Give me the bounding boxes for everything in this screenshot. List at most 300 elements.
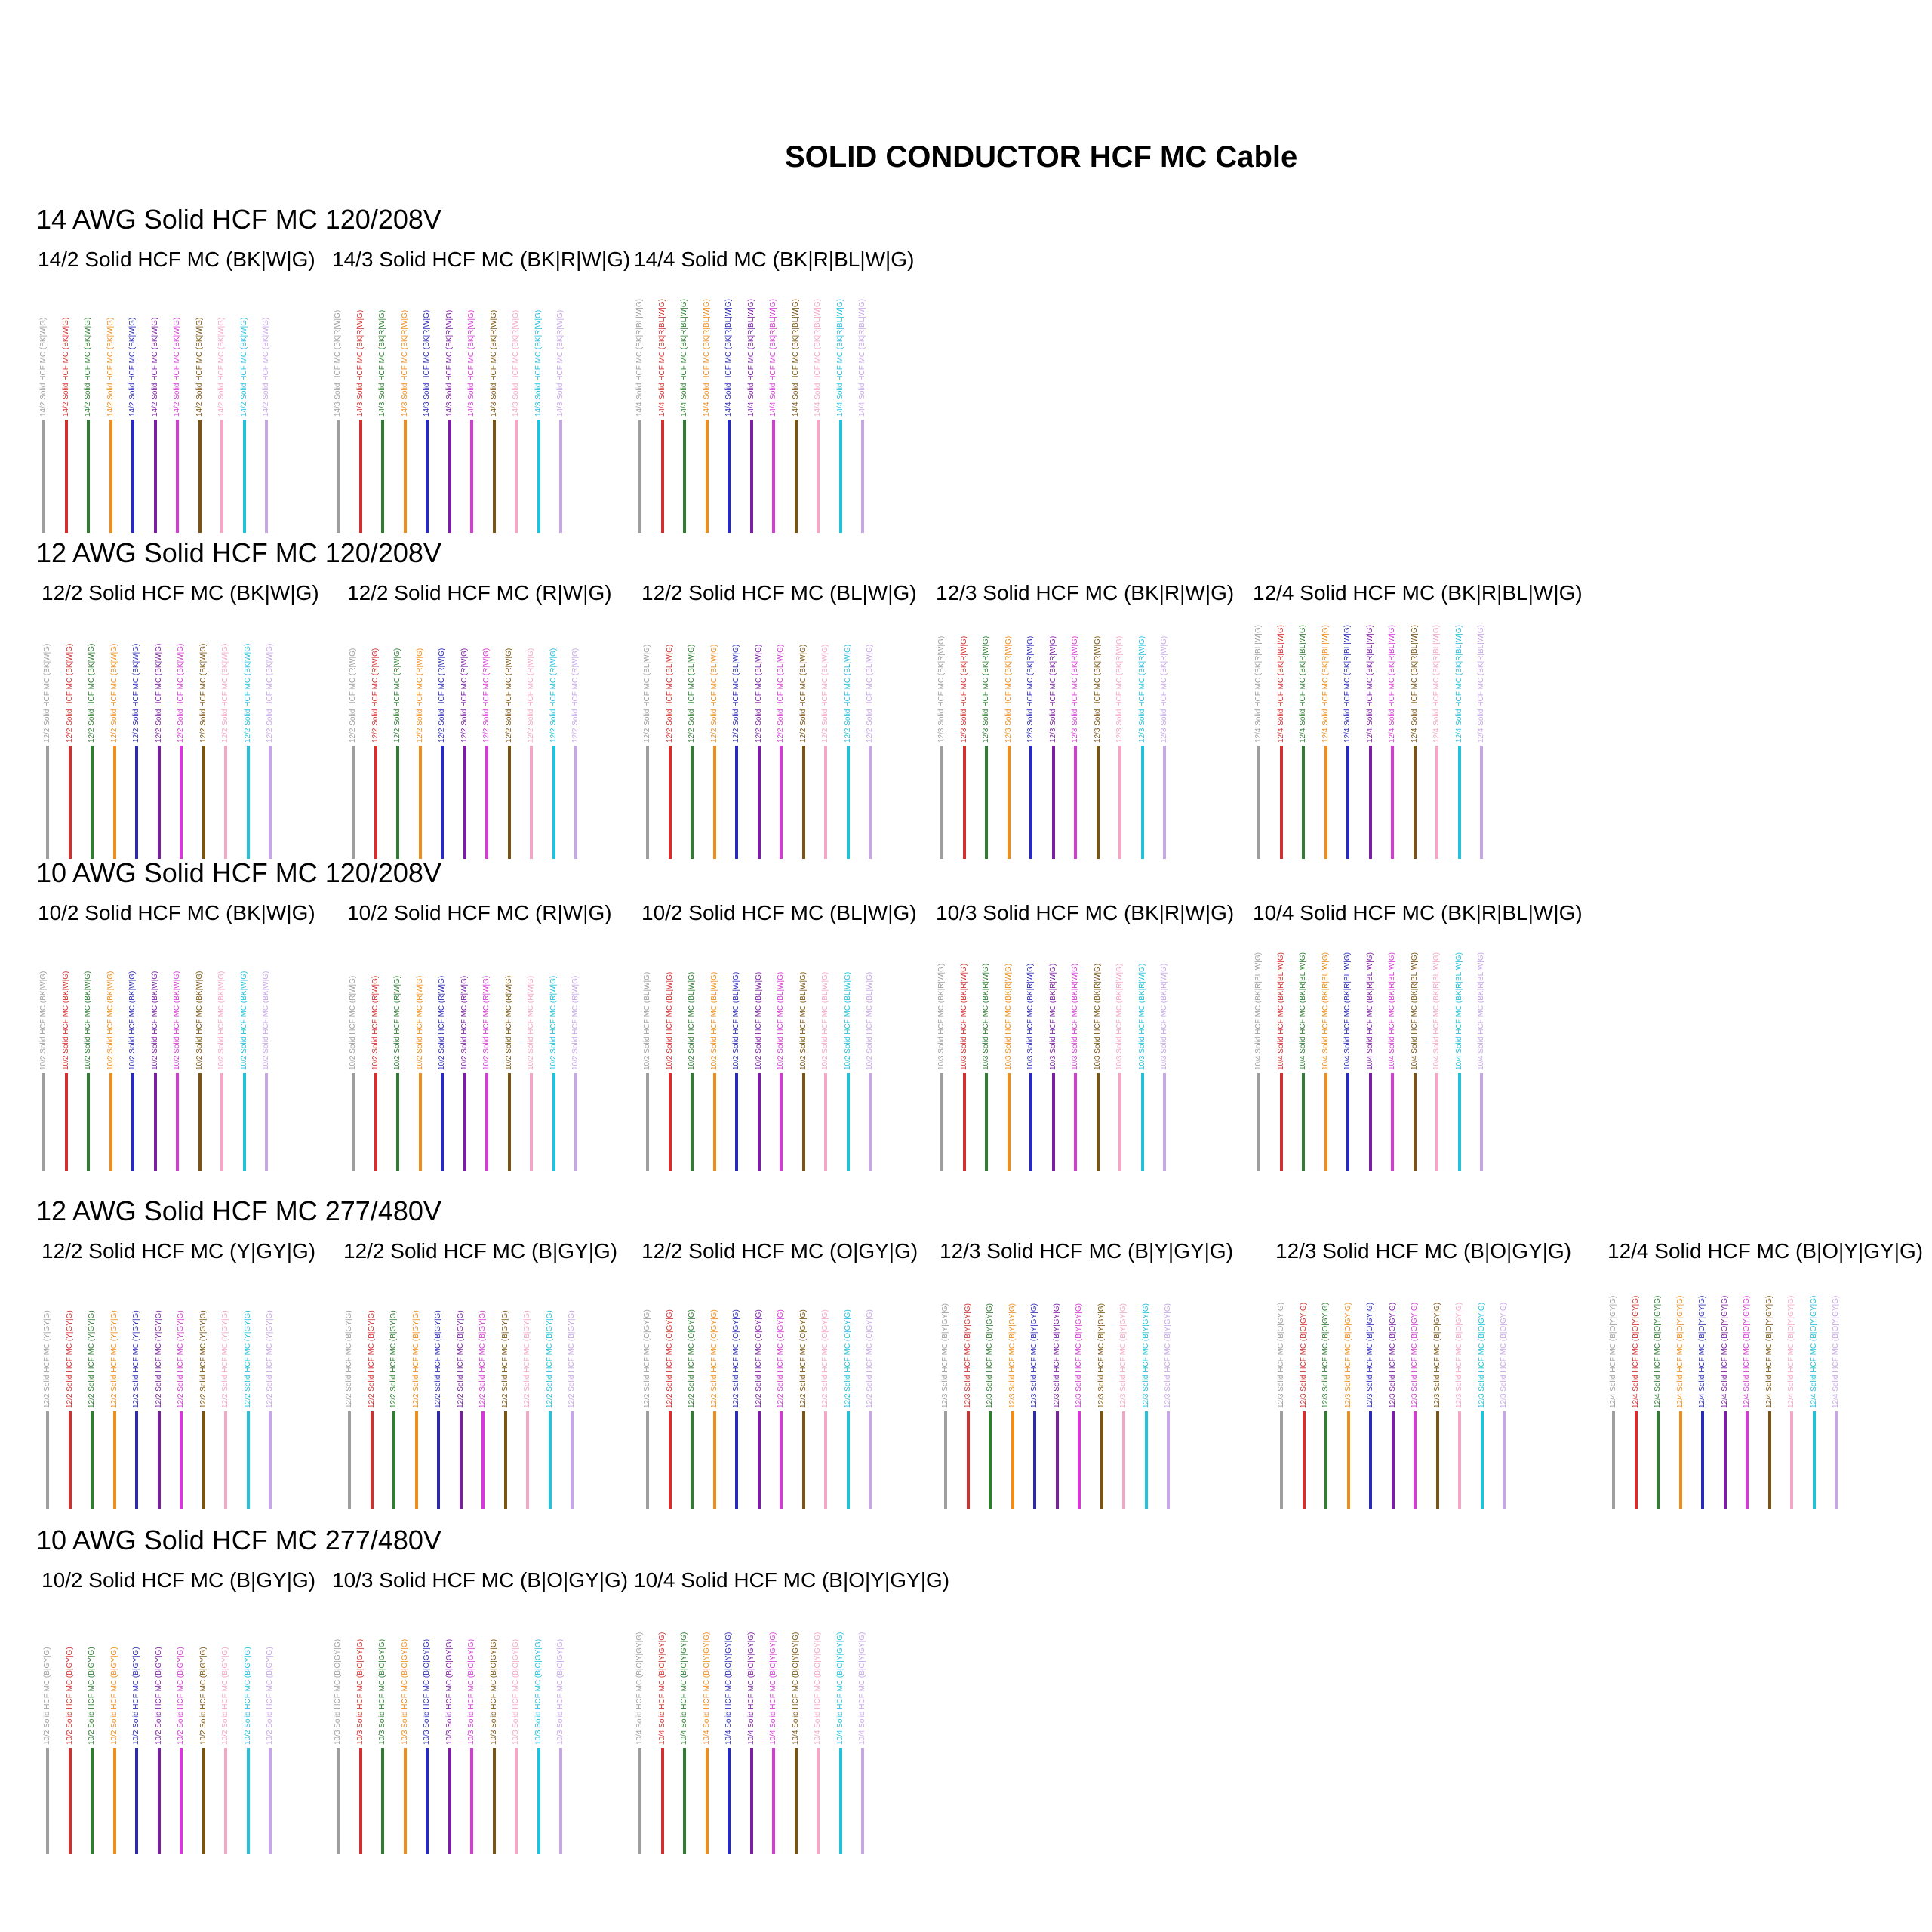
wire-label: 14/2 Solid HCF MC (BK|W|G): [239, 317, 248, 417]
wire-line: [795, 1748, 798, 1854]
wire-label: 12/2 Solid HCF MC (BK|W|G): [43, 643, 51, 743]
wire-line: [1391, 746, 1394, 859]
wire-line: [87, 1073, 90, 1171]
wire-line: [526, 1411, 529, 1509]
wire-line: [158, 746, 161, 859]
wire-line: [1835, 1411, 1838, 1509]
wire-line: [646, 1073, 649, 1171]
wire-line: [485, 1073, 488, 1171]
wire-label: 12/2 Solid HCF MC (Y|GY|G): [65, 1310, 74, 1408]
wire-line: [1280, 746, 1283, 859]
wire-line: [802, 746, 805, 859]
wire-label: 12/4 Solid HCF MC (B|O|Y|GY|G): [1787, 1295, 1795, 1408]
wire-line: [69, 1748, 72, 1854]
wire-line: [359, 420, 362, 533]
wire-label: 12/3 Solid HCF MC (B|O|GY|G): [1411, 1302, 1419, 1408]
wire-label: 12/2 Solid HCF MC (R|W|G): [571, 648, 580, 743]
wire-line: [176, 420, 179, 533]
cable-group-label: 12/2 Solid HCF MC (R|W|G): [347, 581, 612, 605]
wire-label: 10/2 Solid HCF MC (BL|W|G): [709, 971, 718, 1070]
wire-line: [154, 1073, 157, 1171]
wire-label: 10/4 Solid HCF MC (B|O|Y|GY|G): [769, 1632, 777, 1745]
wire-line: [772, 1748, 775, 1854]
cable-group: [1275, 1239, 1572, 1408]
wire-label: 12/2 Solid HCF MC (O|GY|G): [754, 1309, 763, 1408]
wire-line: [713, 746, 716, 859]
page-title: SOLID CONDUCTOR HCF MC Cable: [785, 140, 1298, 174]
wire-line: [463, 1073, 466, 1171]
wire-line: [1369, 1411, 1372, 1509]
wire-line: [537, 420, 540, 533]
wire-line: [419, 746, 422, 859]
wire-line: [198, 420, 202, 533]
wire-label: 12/4 Solid HCF MC (BK|R|BL|W|G): [1343, 625, 1352, 743]
wire-label: 10/4 Solid HCF MC (BK|R|BL|W|G): [1388, 952, 1396, 1070]
wire-line: [824, 1411, 827, 1509]
wire-label: 10/2 Solid HCF MC (B|GY|G): [221, 1647, 229, 1745]
wire-label: 10/3 Solid HCF MC (BK|R|W|G): [1004, 963, 1013, 1070]
wire-line: [415, 1411, 418, 1509]
wire-label: 12/2 Solid HCF MC (R|W|G): [504, 648, 513, 743]
wire-label: 10/2 Solid HCF MC (B|GY|G): [154, 1647, 163, 1745]
wire-line: [1768, 1411, 1771, 1509]
wire-line: [839, 420, 842, 533]
wire-line: [735, 746, 738, 859]
wire-line: [1033, 1411, 1036, 1509]
cable-group-label: 12/3 Solid HCF MC (B|Y|GY|G): [940, 1239, 1234, 1263]
section-title: 12 AWG Solid HCF MC 120/208V: [36, 537, 441, 568]
wire-label: 12/4 Solid HCF MC (B|O|Y|GY|G): [1609, 1295, 1617, 1408]
wire-line: [504, 1411, 507, 1509]
wire-label: 12/2 Solid HCF MC (R|W|G): [349, 648, 357, 743]
wire-line: [758, 1411, 761, 1509]
wire-line: [1458, 746, 1461, 859]
wire-label: 10/3 Solid HCF MC (B|O|GY|G): [512, 1638, 520, 1745]
wire-label: 10/2 Solid HCF MC (BK|W|G): [239, 971, 248, 1070]
wire-label: 14/4 Solid HCF MC (BK|R|BL|W|G): [814, 299, 822, 417]
wire-label: 10/4 Solid HCF MC (B|O|Y|GY|G): [835, 1632, 844, 1745]
cable-group-label: 12/2 Solid HCF MC (O|GY|G): [641, 1239, 918, 1263]
wire-label: 10/2 Solid HCF MC (BK|W|G): [150, 971, 159, 1070]
wire-label: 14/3 Solid HCF MC (BK|R|W|G): [334, 309, 342, 417]
wire-line: [713, 1411, 716, 1509]
wire-label: 12/2 Solid HCF MC (BK|W|G): [221, 643, 229, 743]
cable-group-label: 10/2 Solid HCF MC (BL|W|G): [641, 901, 917, 924]
wire-line: [1657, 1411, 1660, 1509]
wire-line: [135, 1748, 138, 1854]
wire-label: 10/3 Solid HCF MC (B|O|GY|G): [400, 1638, 409, 1745]
wire-label: 12/2 Solid HCF MC (BL|W|G): [866, 644, 874, 743]
wire-label: 12/2 Solid HCF MC (O|GY|G): [821, 1309, 829, 1408]
wire-label: 12/2 Solid HCF MC (BK|W|G): [177, 643, 185, 743]
wire-label: 12/3 Solid HCF MC (B|O|GY|G): [1388, 1302, 1397, 1408]
wire-line: [1280, 1411, 1283, 1509]
wire-line: [337, 1748, 340, 1854]
wire-line: [646, 1411, 649, 1509]
wire-line: [135, 1411, 138, 1509]
cable-group-label: 10/3 Solid HCF MC (BK|R|W|G): [936, 901, 1235, 924]
wire-label: 14/3 Solid HCF MC (BK|R|W|G): [534, 309, 543, 417]
cable-group: [42, 581, 319, 743]
wire-label: 10/2 Solid HCF MC (BK|W|G): [39, 971, 48, 1070]
wire-label: 14/3 Solid HCF MC (BK|R|W|G): [556, 309, 565, 417]
wire-label: 14/4 Solid HCF MC (BK|R|BL|W|G): [858, 299, 866, 417]
wire-label: 10/2 Solid HCF MC (R|W|G): [527, 975, 535, 1070]
wire-label: 10/3 Solid HCF MC (B|O|GY|G): [355, 1638, 365, 1745]
wire-line: [1369, 746, 1372, 859]
wire-line: [1097, 1073, 1100, 1171]
wire-line: [1480, 746, 1483, 859]
wire-label: 12/3 Solid HCF MC (B|O|GY|G): [1321, 1302, 1330, 1408]
wire-label: 10/2 Solid HCF MC (B|GY|G): [65, 1647, 74, 1745]
wire-label: 10/4 Solid HCF MC (B|O|Y|GY|G): [746, 1632, 755, 1745]
wire-line: [381, 1748, 384, 1854]
wire-line: [1503, 1411, 1506, 1509]
cable-group-label: 10/2 Solid HCF MC (B|GY|G): [42, 1568, 316, 1592]
wire-label: 10/3 Solid HCF MC (BK|R|W|G): [1048, 963, 1057, 1070]
wire-label: 10/2 Solid HCF MC (R|W|G): [571, 975, 580, 1070]
wire-line: [113, 1411, 116, 1509]
wire-label: 10/4 Solid HCF MC (B|O|Y|GY|G): [680, 1632, 688, 1745]
wire-label: 12/2 Solid HCF MC (Y|GY|G): [109, 1310, 118, 1408]
wire-line: [1679, 1411, 1682, 1509]
wire-label: 12/3 Solid HCF MC (BK|R|W|G): [1093, 635, 1102, 743]
wire-label: 12/2 Solid HCF MC (BK|W|G): [198, 643, 208, 743]
wire-label: 14/2 Solid HCF MC (BK|W|G): [262, 317, 270, 417]
wire-label: 12/4 Solid HCF MC (BK|R|BL|W|G): [1477, 625, 1485, 743]
wire-line: [1122, 1411, 1125, 1509]
wire-label: 10/2 Solid HCF MC (R|W|G): [482, 975, 491, 1070]
wire-line: [247, 746, 250, 859]
wire-line: [1052, 746, 1055, 859]
wire-label: 12/2 Solid HCF MC (B|GY|G): [478, 1310, 487, 1408]
cable-group: [332, 1568, 629, 1745]
wire-label: 12/3 Solid HCF MC (B|O|GY|G): [1299, 1302, 1308, 1408]
wire-line: [247, 1411, 250, 1509]
wire-label: 10/4 Solid HCF MC (B|O|Y|GY|G): [858, 1632, 866, 1745]
wire-label: 12/4 Solid HCF MC (BK|R|BL|W|G): [1432, 625, 1441, 743]
wire-line: [1724, 1411, 1727, 1509]
wire-label: 10/4 Solid HCF MC (BK|R|BL|W|G): [1343, 952, 1352, 1070]
wire-line: [1391, 1073, 1394, 1171]
wire-line: [1029, 746, 1032, 859]
cable-group: [343, 1239, 618, 1408]
wire-label: 14/2 Solid HCF MC (BK|W|G): [173, 317, 181, 417]
wire-line: [493, 420, 496, 533]
wire-line: [963, 746, 966, 859]
cable-group: [1253, 581, 1583, 743]
wire-label: 12/2 Solid HCF MC (Y|GY|G): [132, 1310, 140, 1408]
wire-line: [683, 420, 686, 533]
wire-label: 12/4 Solid HCF MC (BK|R|BL|W|G): [1454, 625, 1463, 743]
wire-line: [638, 1748, 641, 1854]
wire-line: [180, 746, 183, 859]
wire-line: [437, 1411, 440, 1509]
wire-label: 12/2 Solid HCF MC (B|GY|G): [568, 1310, 576, 1408]
wire-line: [463, 746, 466, 859]
wire-line: [352, 1073, 355, 1171]
wire-line: [824, 746, 827, 859]
wire-label: 10/2 Solid HCF MC (BL|W|G): [665, 971, 674, 1070]
wire-label: 10/4 Solid HCF MC (BK|R|BL|W|G): [1299, 952, 1307, 1070]
wire-line: [1029, 1073, 1032, 1171]
wire-label: 14/4 Solid HCF MC (BK|R|BL|W|G): [702, 299, 711, 417]
wire-label: 12/3 Solid HCF MC (B|Y|GY|G): [1030, 1303, 1038, 1408]
wire-line: [46, 1411, 49, 1509]
wire-label: 14/2 Solid HCF MC (BK|W|G): [195, 317, 204, 417]
wire-line: [381, 420, 384, 533]
cable-group: [936, 901, 1235, 1070]
wire-label: 12/4 Solid HCF MC (B|O|Y|GY|G): [1809, 1295, 1818, 1408]
wire-label: 12/4 Solid HCF MC (BK|R|BL|W|G): [1276, 625, 1285, 743]
wire-label: 14/4 Solid HCF MC (BK|R|BL|W|G): [657, 299, 666, 417]
wire-line: [202, 746, 205, 859]
wire-line: [638, 420, 641, 533]
wire-line: [392, 1411, 395, 1509]
wire-line: [758, 746, 761, 859]
wire-label: 10/2 Solid HCF MC (B|GY|G): [266, 1647, 274, 1745]
wire-line: [728, 420, 731, 533]
wire-line: [374, 1073, 377, 1171]
cable-group-label: 14/2 Solid HCF MC (BK|W|G): [38, 248, 315, 271]
wire-label: 14/3 Solid HCF MC (BK|R|W|G): [400, 309, 409, 417]
wire-label: 14/3 Solid HCF MC (BK|R|W|G): [512, 309, 520, 417]
wire-label: 14/2 Solid HCF MC (BK|W|G): [128, 317, 137, 417]
wire-line: [176, 1073, 179, 1171]
cable-group: [634, 248, 915, 417]
wire-label: 10/2 Solid HCF MC (BL|W|G): [732, 971, 740, 1070]
wire-label: 12/3 Solid HCF MC (B|Y|GY|G): [1097, 1303, 1106, 1408]
wire-label: 10/2 Solid HCF MC (BK|W|G): [106, 971, 115, 1070]
cable-group-label: 12/2 Solid HCF MC (BK|W|G): [42, 581, 319, 605]
wire-line: [735, 1411, 738, 1509]
wire-label: 12/3 Solid HCF MC (BK|R|W|G): [1026, 635, 1035, 743]
wire-line: [552, 1073, 555, 1171]
cable-group-label: 12/2 Solid HCF MC (Y|GY|G): [42, 1239, 316, 1263]
wire-line: [448, 1748, 451, 1854]
wire-label: 14/4 Solid HCF MC (BK|R|BL|W|G): [724, 299, 733, 417]
wire-line: [661, 1748, 664, 1854]
wire-label: 12/2 Solid HCF MC (Y|GY|G): [88, 1310, 96, 1408]
wire-label: 12/3 Solid HCF MC (BK|R|W|G): [937, 635, 946, 743]
wire-line: [1435, 746, 1438, 859]
wire-line: [396, 1073, 399, 1171]
wire-label: 12/2 Solid HCF MC (Y|GY|G): [266, 1310, 274, 1408]
wire-label: 10/3 Solid HCF MC (B|O|GY|G): [489, 1638, 498, 1745]
wire-line: [750, 420, 753, 533]
cable-group-label: 14/3 Solid HCF MC (BK|R|W|G): [332, 248, 631, 271]
wire-line: [1347, 1411, 1350, 1509]
wire-line: [109, 420, 112, 533]
wire-line: [69, 746, 72, 859]
wire-line: [772, 420, 775, 533]
wire-label: 12/2 Solid HCF MC (BK|W|G): [132, 643, 140, 743]
wire-label: 12/2 Solid HCF MC (R|W|G): [393, 648, 401, 743]
wire-label: 10/2 Solid HCF MC (B|GY|G): [177, 1647, 185, 1745]
wire-label: 14/3 Solid HCF MC (BK|R|W|G): [489, 309, 498, 417]
wire-label: 10/2 Solid HCF MC (BL|W|G): [798, 971, 808, 1070]
wire-line: [940, 1073, 943, 1171]
wire-line: [448, 420, 451, 533]
wire-line: [1100, 1411, 1103, 1509]
wire-label: 14/2 Solid HCF MC (BK|W|G): [39, 317, 48, 417]
wire-label: 10/2 Solid HCF MC (B|GY|G): [88, 1647, 96, 1745]
wire-line: [1141, 746, 1144, 859]
wire-label: 12/2 Solid HCF MC (BL|W|G): [709, 644, 718, 743]
section-title: 10 AWG Solid HCF MC 277/480V: [36, 1524, 441, 1555]
wire-line: [669, 746, 672, 859]
wire-line: [669, 1073, 672, 1171]
wire-label: 12/2 Solid HCF MC (BK|W|G): [154, 643, 163, 743]
wire-label: 14/2 Solid HCF MC (BK|W|G): [150, 317, 159, 417]
wire-label: 12/4 Solid HCF MC (BK|R|BL|W|G): [1365, 625, 1374, 743]
wire-label: 12/4 Solid HCF MC (BK|R|BL|W|G): [1299, 625, 1307, 743]
wire-line: [441, 746, 444, 859]
wire-label: 10/3 Solid HCF MC (B|O|GY|G): [556, 1638, 565, 1745]
cable-group: [641, 901, 917, 1070]
wire-line: [508, 746, 511, 859]
cable-group: [38, 901, 315, 1070]
wire-label: 12/2 Solid HCF MC (B|GY|G): [389, 1310, 398, 1408]
wire-label: 12/3 Solid HCF MC (BK|R|W|G): [1160, 635, 1168, 743]
wire-line: [113, 746, 116, 859]
wire-line: [985, 746, 988, 859]
wire-line: [441, 1073, 444, 1171]
wire-line: [65, 1073, 68, 1171]
wire-line: [470, 420, 473, 533]
wire-line: [869, 746, 872, 859]
wire-label: 12/2 Solid HCF MC (B|GY|G): [345, 1310, 353, 1408]
wire-line: [691, 746, 694, 859]
wire-label: 12/2 Solid HCF MC (B|GY|G): [523, 1310, 531, 1408]
wire-line: [1481, 1411, 1484, 1509]
wire-line: [706, 1748, 709, 1854]
cable-group-label: 10/2 Solid HCF MC (BK|W|G): [38, 901, 315, 924]
wire-label: 10/4 Solid HCF MC (B|O|Y|GY|G): [657, 1632, 666, 1745]
wire-line: [515, 1748, 518, 1854]
wire-line: [735, 1073, 738, 1171]
wire-line: [1435, 1073, 1438, 1171]
wire-label: 12/2 Solid HCF MC (BK|W|G): [243, 643, 252, 743]
wire-line: [985, 1073, 988, 1171]
wire-label: 12/2 Solid HCF MC (BL|W|G): [821, 644, 829, 743]
wire-line: [69, 1411, 72, 1509]
wire-line: [574, 746, 577, 859]
wire-line: [243, 420, 246, 533]
wire-line: [1145, 1411, 1148, 1509]
wire-line: [646, 746, 649, 859]
wire-line: [1163, 746, 1166, 859]
wire-line: [91, 746, 94, 859]
wire-line: [1746, 1411, 1749, 1509]
wire-line: [113, 1748, 116, 1854]
wire-label: 12/3 Solid HCF MC (B|Y|GY|G): [986, 1303, 994, 1408]
wire-line: [1458, 1073, 1461, 1171]
wire-line: [1414, 1073, 1417, 1171]
wire-line: [691, 1073, 694, 1171]
wire-line: [46, 746, 49, 859]
wire-line: [1346, 746, 1349, 859]
wire-line: [758, 1073, 761, 1171]
wire-label: 10/4 Solid HCF MC (BK|R|BL|W|G): [1276, 952, 1285, 1070]
wire-line: [530, 746, 533, 859]
wire-label: 14/4 Solid HCF MC (BK|R|BL|W|G): [835, 299, 844, 417]
wire-label: 10/4 Solid HCF MC (B|O|Y|GY|G): [724, 1632, 733, 1745]
wire-line: [559, 420, 562, 533]
wire-label: 10/4 Solid HCF MC (B|O|Y|GY|G): [791, 1632, 800, 1745]
wire-label: 10/2 Solid HCF MC (R|W|G): [549, 975, 558, 1070]
wire-label: 10/2 Solid HCF MC (B|GY|G): [198, 1647, 208, 1745]
wire-line: [1458, 1411, 1461, 1509]
wire-label: 10/2 Solid HCF MC (R|W|G): [415, 975, 424, 1070]
wire-line: [1167, 1411, 1170, 1509]
wire-label: 10/2 Solid HCF MC (BK|W|G): [217, 971, 226, 1070]
wire-label: 12/4 Solid HCF MC (B|O|Y|GY|G): [1698, 1295, 1706, 1408]
wire-label: 12/2 Solid HCF MC (B|GY|G): [434, 1310, 442, 1408]
wire-line: [1302, 746, 1305, 859]
wire-label: 12/2 Solid HCF MC (B|GY|G): [456, 1310, 465, 1408]
wire-line: [530, 1073, 533, 1171]
wire-line: [481, 1411, 485, 1509]
wire-label: 10/3 Solid HCF MC (B|O|GY|G): [445, 1638, 454, 1745]
wire-line: [348, 1411, 351, 1509]
wire-line: [574, 1073, 577, 1171]
wire-label: 14/4 Solid HCF MC (BK|R|BL|W|G): [635, 299, 644, 417]
wire-line: [1346, 1073, 1349, 1171]
wire-label: 10/3 Solid HCF MC (B|O|GY|G): [423, 1638, 431, 1745]
wire-label: 12/2 Solid HCF MC (Y|GY|G): [177, 1310, 185, 1408]
wire-label: 12/4 Solid HCF MC (BK|R|BL|W|G): [1254, 625, 1263, 743]
wire-label: 14/3 Solid HCF MC (BK|R|W|G): [355, 309, 365, 417]
wire-line: [337, 420, 340, 533]
wire-label: 10/2 Solid HCF MC (B|GY|G): [109, 1647, 118, 1745]
wire-line: [839, 1748, 842, 1854]
wire-line: [154, 420, 157, 533]
wire-label: 12/3 Solid HCF MC (B|O|GY|G): [1343, 1302, 1352, 1408]
cable-group: [1253, 901, 1583, 1070]
wire-label: 10/3 Solid HCF MC (BK|R|W|G): [1137, 963, 1146, 1070]
cable-group-label: 12/2 Solid HCF MC (B|GY|G): [343, 1239, 618, 1263]
wire-line: [269, 1411, 272, 1509]
wire-line: [220, 420, 223, 533]
wire-line: [1392, 1411, 1395, 1509]
wire-line: [1008, 746, 1011, 859]
wire-label: 10/2 Solid HCF MC (BL|W|G): [866, 971, 874, 1070]
wire-label: 14/3 Solid HCF MC (BK|R|W|G): [467, 309, 475, 417]
cable-group: [332, 248, 631, 417]
cable-group-label: 12/2 Solid HCF MC (BL|W|G): [641, 581, 917, 605]
wire-line: [374, 746, 377, 859]
wire-line: [135, 746, 138, 859]
wire-label: 12/2 Solid HCF MC (BL|W|G): [843, 644, 852, 743]
wire-line: [158, 1411, 161, 1509]
wire-label: 14/4 Solid HCF MC (BK|R|BL|W|G): [680, 299, 688, 417]
wire-label: 12/2 Solid HCF MC (B|GY|G): [367, 1310, 376, 1408]
wire-line: [470, 1748, 473, 1854]
wire-label: 12/2 Solid HCF MC (O|GY|G): [688, 1309, 696, 1408]
wire-line: [571, 1411, 574, 1509]
wire-line: [552, 746, 555, 859]
wire-line: [460, 1411, 463, 1509]
wire-label: 12/2 Solid HCF MC (R|W|G): [415, 648, 424, 743]
wire-label: 12/4 Solid HCF MC (B|O|Y|GY|G): [1720, 1295, 1729, 1408]
wire-label: 10/2 Solid HCF MC (B|GY|G): [243, 1647, 252, 1745]
wire-label: 12/2 Solid HCF MC (R|W|G): [438, 648, 446, 743]
wire-label: 10/2 Solid HCF MC (BL|W|G): [777, 971, 785, 1070]
wire-line: [198, 1073, 202, 1171]
cable-group: [42, 1239, 316, 1408]
wire-line: [661, 420, 664, 533]
